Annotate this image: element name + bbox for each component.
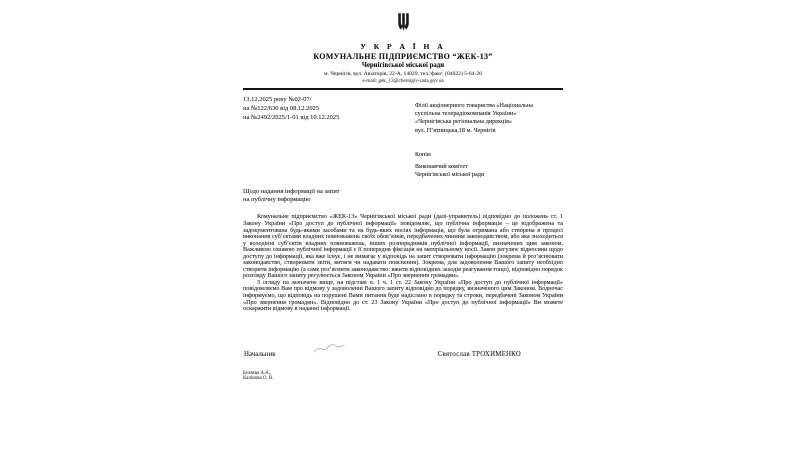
addressee-column	[415, 95, 563, 179]
addressee-line: «Чернігівська регіональна дирекція»	[415, 118, 512, 126]
tryzub-emblem-icon	[396, 12, 411, 34]
reference-addressee-row	[243, 95, 563, 179]
letterhead-rule	[243, 88, 563, 90]
org-email: e-mail: gek_13@chernigiv-rada.gov.ua	[362, 78, 444, 84]
addressee-line: суспільна телерадіокомпанія України»	[415, 110, 517, 118]
subject-line: на публічну інформацію	[243, 196, 311, 204]
org-subtitle: Чернігівської міської ради	[361, 62, 445, 69]
copy-line: Чернігівської міської ради	[415, 171, 485, 179]
subject-line: Щодо надання інформації на запит	[243, 188, 340, 196]
executors-block	[243, 371, 563, 382]
addressee-block	[415, 102, 563, 135]
copy-block	[415, 151, 563, 180]
letter-body	[243, 214, 563, 312]
signature-name: Святослав ТРОХИМЕНКО	[437, 350, 521, 358]
reference-line: 13.12.2025 року №02-07/	[243, 96, 312, 103]
letterhead	[243, 0, 563, 90]
signature-title: Начальник	[244, 350, 276, 358]
reference-block	[243, 95, 339, 179]
body-paragraph: З огляду на зазначене вище, на підставі п. 1 ч. 1 ст. 22 Закону України «Про доступ до публічної інформації» повідомляємо Вам про відмову у задоволенні Вашого запиту відповідно до порядку, визначеного цим Законом. Водночас інформуємо, що відповідь на порушені Вами питання буде надіслано в порядку та строки, передбачені Законом України «Про звернення громадян». Відповідно до ст. 23 Закону України «Про доступ до публічної інформації» Ви можете оскаржити відмову в наданні інформації.	[243, 279, 563, 313]
org-name: КОМУНАЛЬНЕ ПІДПРИЄМСТВО “ЖЕК-13”	[313, 52, 493, 61]
country-name: У К Р А Ї Н А	[360, 42, 446, 51]
executor-line: Калінова О. В.	[243, 376, 274, 382]
copy-label: Копія:	[415, 150, 432, 158]
addressee-line: Філії акціонерного товариства «Національна	[415, 102, 533, 109]
body-paragraph: Комунальне підприємство «ЖЕК-13» Чернігівської міської ради (далі-управитель) відповідно до положень ст. 1 Закону України «Про доступ до публічної інформації» повідомляє, що публічна інформація – це відображена та задокументована будь-якими засобами та на будь-яких носіях інформація, що була отримана або створена в процесі виконання суб’єктами владних повноважень своїх обов’язків, передбачених чинним законодавством, або яка знаходиться у володінні суб’єктів владних повноважень, інших розпорядників публічної інформації, визначених цим законом. Важливою ознакою публічної інформації є її попередня фіксація на матеріальному носії. Закон регулює відносини щодо доступу до інформації, яка вже існує, і не вимагає у відповідь на запит створювати інформацію (зокрема й роз’яснювати законодавство, створювати звіти, витяги чи надавати пояснення). Зокрема, для задоволення Вашого запиту необхідно створити інформацію (а саме роз’яснити законодавство: вжити відповідних заходів реагування тощо), відповідно порядок розгляду Вашого запиту регулюється Законом України «Про звернення громадян».	[243, 214, 563, 280]
org-address: м. Чернігів, вул. Авіаторів, 22-А, 14029, тел./факс: (04622) 5-64-26	[324, 71, 482, 77]
copy-line: Виконавчий комітет	[415, 163, 468, 171]
reference-line: на №122/630 від 08.12.2025	[243, 105, 320, 112]
addressee-line: вул. П’ятницька,18 м. Чернігів	[415, 126, 496, 134]
scanned-letter-page	[243, 0, 563, 449]
signature-row	[243, 346, 563, 358]
reference-line: на №2492/2025/1-01 від 10.12.2025	[243, 114, 340, 121]
handwritten-signature	[312, 343, 346, 355]
subject-block	[243, 188, 563, 204]
executor-line: Бєляєва А.А.,	[243, 370, 272, 376]
